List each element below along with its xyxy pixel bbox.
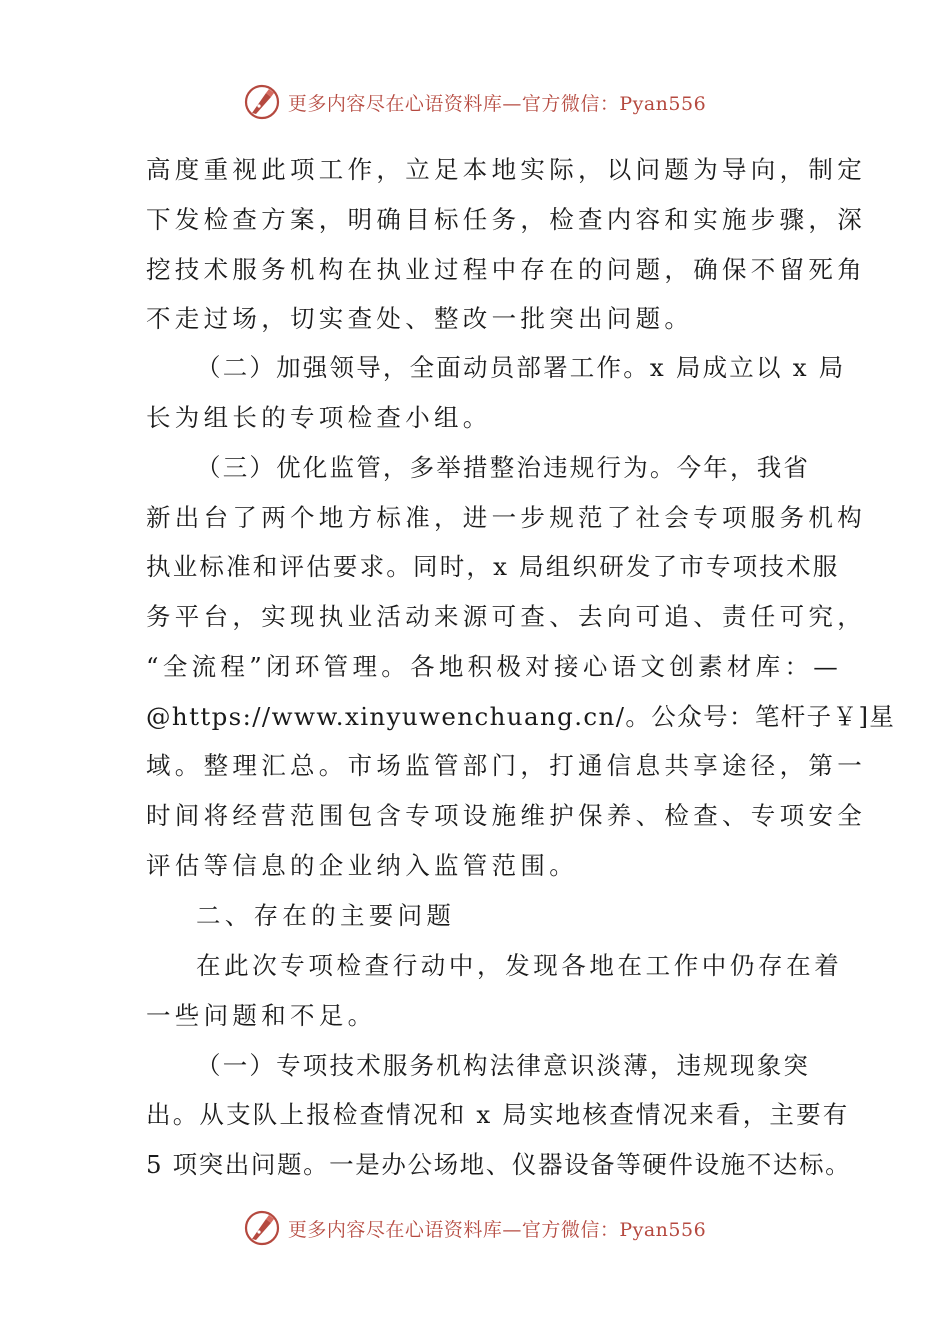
watermark-text: 更多内容尽在心语资料库—官方微信：Pyan556 <box>287 1218 707 1241</box>
paragraph-line: 高度重视此项工作，立足本地实际，以问题为导向，制定 <box>146 155 866 184</box>
paragraph-line: （三）优化监管，多举措整治违规行为。今年，我省 <box>196 453 811 482</box>
paragraph-line: “全流程”闭环管理。各地积极对接心语文创素材库：— <box>146 652 843 681</box>
header-watermark <box>0 82 950 122</box>
paragraph-line: 时间将经营范围包含专项设施维护保养、检查、专项安全 <box>146 801 866 830</box>
pen-nib-logo-icon <box>244 84 280 120</box>
paragraph-line: 5 项突出问题。一是办公场地、仪器设备等硬件设施不达标。 <box>146 1150 852 1179</box>
paragraph-line: 下发检查方案，明确目标任务，检查内容和实施步骤，深 <box>146 205 866 234</box>
paragraph-line: 在此次专项检查行动中，发现各地在工作中仍存在着 <box>196 951 843 980</box>
paragraph-line: 挖技术服务机构在执业过程中存在的问题，确保不留死角 <box>146 255 866 284</box>
paragraph-line: （二）加强领导，全面动员部署工作。x 局成立以 x 局 <box>196 353 846 382</box>
pen-nib-logo-icon <box>244 1210 280 1246</box>
paragraph-line: 域。整理汇总。市场监管部门，打通信息共享途径，第一 <box>146 751 866 780</box>
paragraph-line: @https://www.xinyuwenchuang.cn/。公众号：笔杆子￥]星 <box>146 702 896 731</box>
paragraph-line: 评估等信息的企业纳入监管范围。 <box>146 851 578 880</box>
paragraph-line: 执业标准和评估要求。同时，x 局组织研发了市专项技术服 <box>146 552 840 581</box>
paragraph-line: 新出台了两个地方标准，进一步规范了社会专项服务机构 <box>146 503 866 532</box>
footer-watermark <box>0 1208 950 1248</box>
paragraph-line: 长为组长的专项检查小组。 <box>146 403 492 432</box>
paragraph-line: 一些问题和不足。 <box>146 1001 377 1030</box>
section-heading: 二、存在的主要问题 <box>196 901 456 930</box>
watermark-text: 更多内容尽在心语资料库—官方微信：Pyan556 <box>287 92 707 115</box>
paragraph-line: 出。从支队上报检查情况和 x 局实地核查情况来看，主要有 <box>146 1100 850 1129</box>
paragraph-line: 务平台，实现执业活动来源可查、去向可追、责任可究， <box>146 602 866 631</box>
paragraph-line: （一）专项技术服务机构法律意识淡薄，违规现象突 <box>196 1051 811 1080</box>
paragraph-line: 不走过场，切实查处、整改一批突出问题。 <box>146 304 694 333</box>
